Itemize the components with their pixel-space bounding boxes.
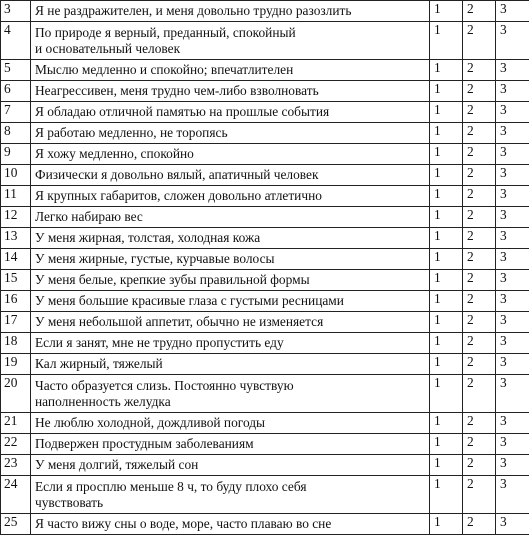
table-row: [1, 228, 529, 249]
score-2: 2: [463, 22, 496, 60]
score-3: 3: [496, 81, 529, 102]
row-number: 7: [1, 102, 31, 123]
row-number: 5: [1, 60, 31, 81]
questionnaire-rows: [1, 1, 529, 535]
score-3: 3: [496, 514, 529, 535]
table-row: [1, 375, 529, 413]
score-1: 1: [430, 186, 463, 207]
table-row: [1, 207, 529, 228]
score-1: 1: [430, 375, 463, 413]
score-3: 3: [496, 144, 529, 165]
score-3: 3: [496, 375, 529, 413]
row-number: 16: [1, 291, 31, 312]
score-2: 2: [463, 413, 496, 434]
statement-text: У меня долгий, тяжелый сон: [31, 455, 430, 476]
statement-text: Если я просплю меньше 8 ч, то буду плохо себя чувствовать: [31, 476, 430, 514]
table-row: [1, 333, 529, 354]
score-1: 1: [430, 81, 463, 102]
score-2: 2: [463, 455, 496, 476]
row-number: 24: [1, 476, 31, 514]
score-2: 2: [463, 228, 496, 249]
score-3: 3: [496, 186, 529, 207]
score-2: 2: [463, 102, 496, 123]
score-2: 2: [463, 270, 496, 291]
score-3: 3: [496, 60, 529, 81]
table-row: [1, 144, 529, 165]
score-1: 1: [430, 455, 463, 476]
row-number: 9: [1, 144, 31, 165]
table-row: [1, 102, 529, 123]
score-3: 3: [496, 249, 529, 270]
score-3: 3: [496, 165, 529, 186]
score-1: 1: [430, 22, 463, 60]
score-1: 1: [430, 123, 463, 144]
score-2: 2: [463, 375, 496, 413]
statement-text: Я обладаю отличной памятью на прошлые события: [31, 102, 430, 123]
statement-text: Я работаю медленно, не торопясь: [31, 123, 430, 144]
table-row: [1, 354, 529, 375]
score-3: 3: [496, 476, 529, 514]
row-number: 8: [1, 123, 31, 144]
table-row: [1, 514, 529, 535]
table-row: [1, 312, 529, 333]
table-row: [1, 22, 529, 60]
score-2: 2: [463, 207, 496, 228]
row-number: 23: [1, 455, 31, 476]
row-number: 11: [1, 186, 31, 207]
score-2: 2: [463, 333, 496, 354]
row-number: 4: [1, 22, 31, 60]
score-1: 1: [430, 102, 463, 123]
score-1: 1: [430, 434, 463, 455]
score-3: 3: [496, 455, 529, 476]
score-2: 2: [463, 354, 496, 375]
row-number: 14: [1, 249, 31, 270]
row-number: 21: [1, 413, 31, 434]
score-3: 3: [496, 102, 529, 123]
row-number: 22: [1, 434, 31, 455]
statement-text: У меня большие красивые глаза с густыми ресницами: [31, 291, 430, 312]
score-2: 2: [463, 186, 496, 207]
row-number: 13: [1, 228, 31, 249]
score-1: 1: [430, 312, 463, 333]
statement-text: Я не раздражителен, и меня довольно трудно разозлить: [31, 1, 430, 22]
score-3: 3: [496, 354, 529, 375]
statement-text: Если я занят, мне не трудно пропустить еду: [31, 333, 430, 354]
score-1: 1: [430, 228, 463, 249]
table-row: [1, 1, 529, 22]
statement-text: Физически я довольно вялый, апатичный человек: [31, 165, 430, 186]
score-2: 2: [463, 514, 496, 535]
statement-text: Не люблю холодной, дождливой погоды: [31, 413, 430, 434]
score-2: 2: [463, 60, 496, 81]
score-3: 3: [496, 333, 529, 354]
row-number: 12: [1, 207, 31, 228]
score-1: 1: [430, 354, 463, 375]
row-number: 18: [1, 333, 31, 354]
score-3: 3: [496, 413, 529, 434]
table-row: [1, 476, 529, 514]
table-row: [1, 249, 529, 270]
row-number: 3: [1, 1, 31, 22]
row-number: 25: [1, 514, 31, 535]
score-2: 2: [463, 312, 496, 333]
row-number: 17: [1, 312, 31, 333]
score-2: 2: [463, 249, 496, 270]
row-number: 15: [1, 270, 31, 291]
score-1: 1: [430, 165, 463, 186]
table-row: [1, 186, 529, 207]
score-1: 1: [430, 270, 463, 291]
table-row: [1, 270, 529, 291]
statement-text: Я хожу медленно, спокойно: [31, 144, 430, 165]
table-row: [1, 165, 529, 186]
statement-text: Кал жирный, тяжелый: [31, 354, 430, 375]
score-2: 2: [463, 291, 496, 312]
statement-text: У меня небольшой аппетит, обычно не изменяется: [31, 312, 430, 333]
score-3: 3: [496, 1, 529, 22]
score-2: 2: [463, 81, 496, 102]
statement-text: У меня белые, крепкие зубы правильной формы: [31, 270, 430, 291]
table-row: [1, 291, 529, 312]
table-row: [1, 123, 529, 144]
score-1: 1: [430, 207, 463, 228]
statement-text: У меня жирные, густые, курчавые волосы: [31, 249, 430, 270]
score-1: 1: [430, 1, 463, 22]
score-1: 1: [430, 60, 463, 81]
score-1: 1: [430, 514, 463, 535]
table-row: [1, 413, 529, 434]
score-1: 1: [430, 333, 463, 354]
row-number: 20: [1, 375, 31, 413]
table-row: [1, 455, 529, 476]
score-1: 1: [430, 413, 463, 434]
table-row: [1, 60, 529, 81]
table-row: [1, 81, 529, 102]
score-2: 2: [463, 476, 496, 514]
score-3: 3: [496, 270, 529, 291]
statement-text: По природе я верный, преданный, спокойный и основательный человек: [31, 22, 430, 60]
score-3: 3: [496, 434, 529, 455]
score-2: 2: [463, 165, 496, 186]
score-2: 2: [463, 144, 496, 165]
table-row: [1, 434, 529, 455]
score-1: 1: [430, 144, 463, 165]
score-3: 3: [496, 312, 529, 333]
score-3: 3: [496, 123, 529, 144]
statement-text: У меня жирная, толстая, холодная кожа: [31, 228, 430, 249]
score-2: 2: [463, 123, 496, 144]
score-1: 1: [430, 291, 463, 312]
score-3: 3: [496, 207, 529, 228]
statement-text: Я крупных габаритов, сложен довольно атлетично: [31, 186, 430, 207]
statement-text: Мыслю медленно и спокойно; впечатлителен: [31, 60, 430, 81]
score-3: 3: [496, 291, 529, 312]
score-3: 3: [496, 22, 529, 60]
score-3: 3: [496, 228, 529, 249]
row-number: 6: [1, 81, 31, 102]
score-1: 1: [430, 476, 463, 514]
score-2: 2: [463, 434, 496, 455]
statement-text: Часто образуется слизь. Постоянно чувствую наполненность желудка: [31, 375, 430, 413]
statement-text: Легко набираю вес: [31, 207, 430, 228]
statement-text: Я часто вижу сны о воде, море, часто плаваю во сне: [31, 514, 430, 535]
statement-text: Неагрессивен, меня трудно чем-либо взволновать: [31, 81, 430, 102]
row-number: 10: [1, 165, 31, 186]
row-number: 19: [1, 354, 31, 375]
statement-text: Подвержен простудным заболеваниям: [31, 434, 430, 455]
score-1: 1: [430, 249, 463, 270]
score-2: 2: [463, 1, 496, 22]
